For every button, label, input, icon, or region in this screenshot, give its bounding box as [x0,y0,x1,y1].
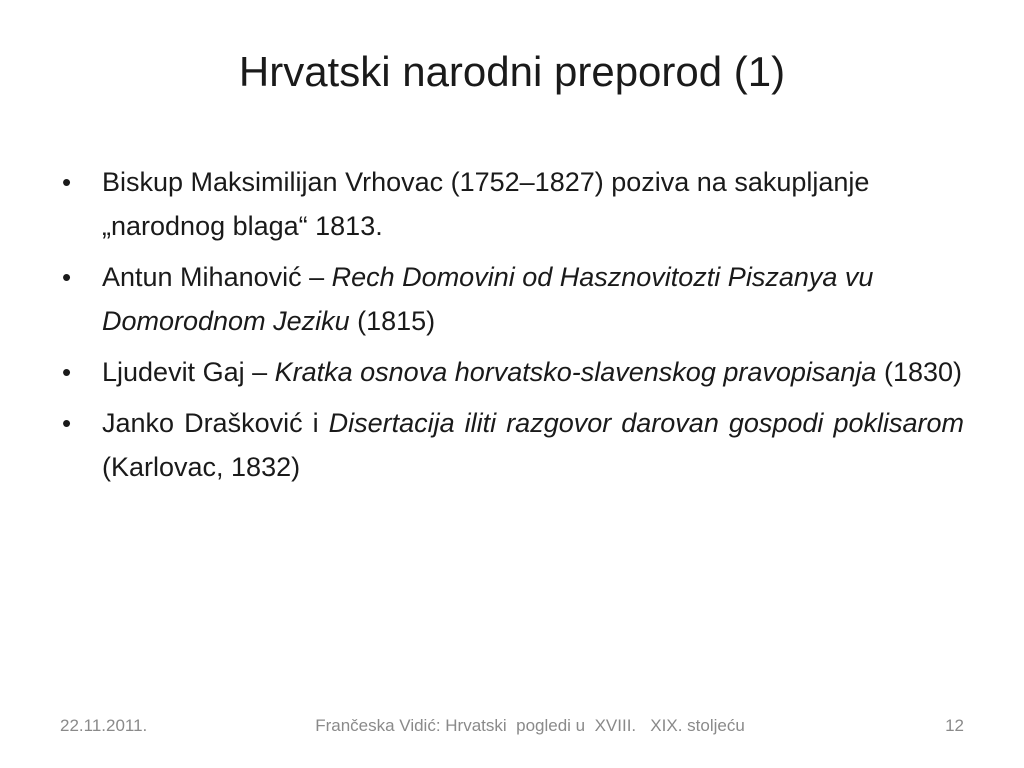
slide-title: Hrvatski narodni preporod (1) [238,48,786,95]
bullet-year: (Karlovac, 1832) [102,452,301,482]
bullet-item-draskovic [62,401,964,489]
bullet-year: (1815) [349,306,436,336]
bullet-author: Antun Mihanović – [102,262,332,292]
bullet-author: Ljudevit Gaj – [102,357,275,387]
bullet-text: Biskup Maksimilijan Vrhovac (1752–1827) poziva na sakupljanje „narodnog blaga“ 1813. [102,167,870,241]
bullet-item-vrhovac [62,160,964,248]
bullet-item-gaj [62,350,964,394]
footer-author-title: Frančeska Vidić: Hrvatski pogledi u XVIII. XIX. stoljeću [315,716,745,735]
bullet-work-title: Rech Domovini od Hasznovitozti Piszanya vu Domorodnom Jeziku [102,262,874,336]
footer-page-number: 12 [945,716,964,735]
footer-date: 22.11.2011. [60,716,148,735]
bullet-author: Janko Drašković i [102,408,329,438]
bullet-year: (1830) [876,357,963,387]
bullet-work-title: Kratka osnova horvatsko-slavenskog pravopisanja [274,357,877,387]
bullet-list [62,160,964,496]
bullet-item-mihanovic [62,255,964,343]
bullet-icon: • [62,262,72,292]
bullet-icon: • [62,357,72,387]
bullet-icon: • [62,408,72,438]
bullet-icon: • [62,167,72,197]
bullet-work-title: Disertacija iliti razgovor darovan gospodi poklisarom [328,408,964,438]
